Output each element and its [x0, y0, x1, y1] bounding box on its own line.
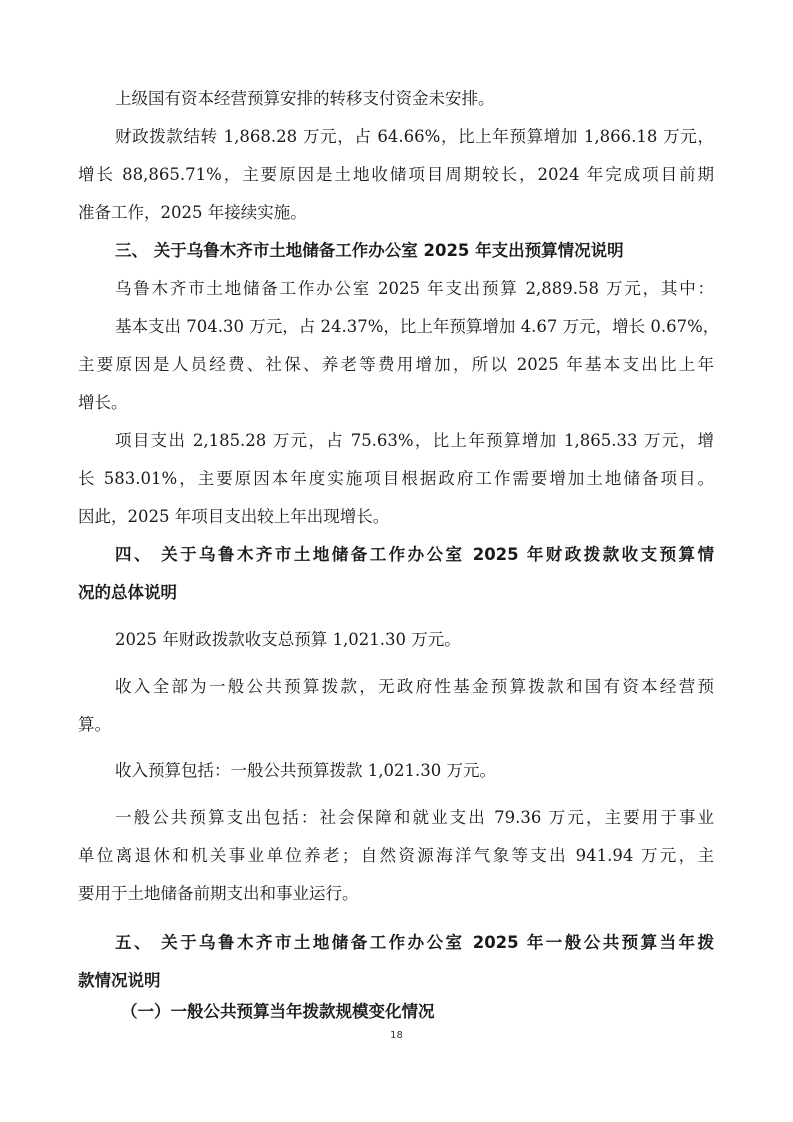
body-line: 2025 年财政拨款收支总预算 1,021.30 万元。: [115, 630, 461, 649]
body-line: 准备工作，2025 年接续实施。: [78, 203, 307, 222]
section-heading-continued: 款情况说明: [78, 971, 161, 990]
section-heading: 四、 关于乌鲁木齐市土地储备工作办公室 2025 年财政拨款收支预算情: [115, 545, 714, 564]
body-line: 要用于土地储备前期支出和事业运行。: [78, 884, 359, 903]
section-heading: 三、 关于乌鲁木齐市土地储备工作办公室 2025 年支出预算情况说明: [115, 241, 624, 260]
body-line: 因此，2025 年项目支出较上年出现增长。: [78, 507, 390, 526]
body-line: 财政拨款结转 1,868.28 万元，占 64.66%，比上年预算增加 1,866.18 万元，: [115, 127, 714, 146]
body-line: 项目支出 2,185.28 万元，占 75.63%，比上年预算增加 1,865.33 万元，增: [115, 431, 714, 450]
subsection-heading: （一）一般公共预算当年拨款规模变化情况: [121, 1002, 435, 1021]
body-line: 乌鲁木齐市土地储备工作办公室 2025 年支出预算 2,889.58 万元，其中：: [115, 279, 714, 298]
section-heading-continued: 况的总体说明: [78, 583, 177, 602]
body-line: 收入全部为一般公共预算拨款，无政府性基金预算拨款和国有资本经营预: [115, 677, 714, 696]
body-line: 增长。: [78, 393, 128, 412]
section-heading: 五、 关于乌鲁木齐市土地储备工作办公室 2025 年一般公共预算当年拨: [115, 933, 714, 952]
body-line: 主要原因是人员经费、社保、养老等费用增加，所以 2025 年基本支出比上年: [78, 355, 714, 374]
body-line: 一般公共预算支出包括：社会保障和就业支出 79.36 万元，主要用于事业: [115, 808, 714, 827]
body-line: 算。: [78, 715, 111, 734]
body-line: 长 583.01%，主要原因本年度实施项目根据政府工作需要增加土地储备项目。: [78, 469, 714, 488]
body-line: 增长 88,865.71%，主要原因是土地收储项目周期较长，2024 年完成项目前期: [78, 165, 714, 184]
body-line: 基本支出 704.30 万元，占 24.37%，比上年预算增加 4.67 万元，增长 0.67%，: [115, 317, 720, 336]
body-line: 上级国有资本经营预算安排的转移支付资金未安排。: [115, 89, 495, 108]
body-line: 收入预算包括：一般公共预算拨款 1,021.30 万元。: [115, 761, 496, 780]
page-number: 18: [390, 1030, 403, 1041]
body-line: 单位离退休和机关事业单位养老；自然资源海洋气象等支出 941.94 万元，主: [78, 846, 714, 865]
